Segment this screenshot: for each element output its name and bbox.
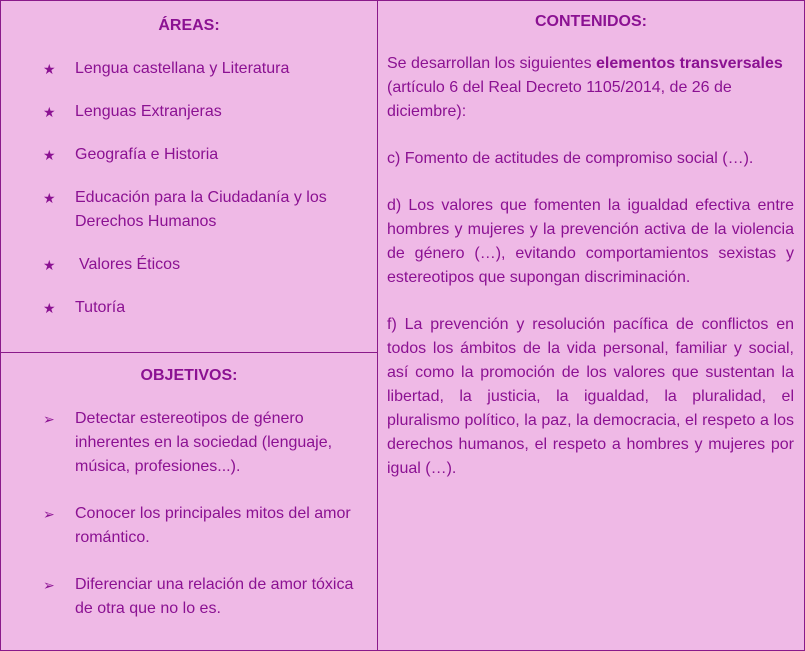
contenido-item-f: f) La prevención y resolución pacífica de conflictos en todos los ámbitos de la vida personal, familiar y social, así como la promoción de los valores que sustentan la libertad, la justicia, la igualdad, la pluralidad, el pluralismo político, la paz, la democracia, el respeto a los derechos humanos, el respeto a hombres y mujeres por igual (…). <box>387 316 794 477</box>
star-bullet-icon: ★ <box>43 61 56 77</box>
areas-list <box>1 57 377 320</box>
left-column <box>1 1 378 650</box>
contenidos-heading: CONTENIDOS: <box>535 13 647 30</box>
list-item <box>1 253 377 277</box>
intro-text-end: (artículo 6 del Real Decreto 1105/2014, de 26 de diciembre): <box>387 79 732 120</box>
objective-label: Diferenciar una relación de amor tóxica de otra que no lo es. <box>75 576 354 617</box>
star-bullet-icon: ★ <box>43 104 56 120</box>
intro-bold-text: elementos transversales <box>596 55 783 72</box>
objective-label: Conocer los principales mitos del amor romántico. <box>75 505 351 546</box>
objetivos-heading: OBJETIVOS: <box>140 367 238 384</box>
areas-cell <box>1 1 377 353</box>
area-label: Educación para la Ciudadanía y los Derechos Humanos <box>75 189 327 230</box>
areas-heading: ÁREAS: <box>158 17 220 34</box>
arrow-bullet-icon: ➢ <box>43 577 55 593</box>
objetivos-list <box>1 407 377 621</box>
area-label: Geografía e Historia <box>75 146 219 163</box>
list-item <box>1 502 377 550</box>
star-bullet-icon: ★ <box>43 257 56 273</box>
list-item <box>1 143 377 167</box>
star-bullet-icon: ★ <box>43 190 56 206</box>
list-item <box>1 57 377 81</box>
objetivos-cell <box>1 353 377 650</box>
list-item <box>1 407 377 479</box>
contenidos-cell <box>378 1 804 650</box>
contenidos-body <box>378 52 804 481</box>
list-item <box>1 100 377 124</box>
list-item <box>1 296 377 320</box>
contenido-item-d: d) Los valores que fomenten la igualdad efectiva entre hombres y mujeres y la prevención activa de la violencia de género (…), evitando comportamientos sexistas y estereotipos que supongan discriminación. <box>387 197 794 286</box>
area-label: Valores Éticos <box>79 256 181 273</box>
list-item <box>1 573 377 621</box>
list-item <box>1 186 377 234</box>
area-label: Lengua castellana y Literatura <box>75 60 290 77</box>
star-bullet-icon: ★ <box>43 300 56 316</box>
intro-text: Se desarrollan los siguientes <box>387 55 597 72</box>
star-bullet-icon: ★ <box>43 147 56 163</box>
arrow-bullet-icon: ➢ <box>43 506 55 522</box>
area-label: Tutoría <box>75 299 126 316</box>
objective-label: Detectar estereotipos de género inherentes en la sociedad (lenguaje, música, profesiones...). <box>75 410 333 475</box>
arrow-bullet-icon: ➢ <box>43 411 55 427</box>
contenido-item-c: c) Fomento de actitudes de compromiso social (…). <box>387 150 754 167</box>
area-label: Lenguas Extranjeras <box>75 103 222 120</box>
contenidos-intro <box>387 52 794 124</box>
